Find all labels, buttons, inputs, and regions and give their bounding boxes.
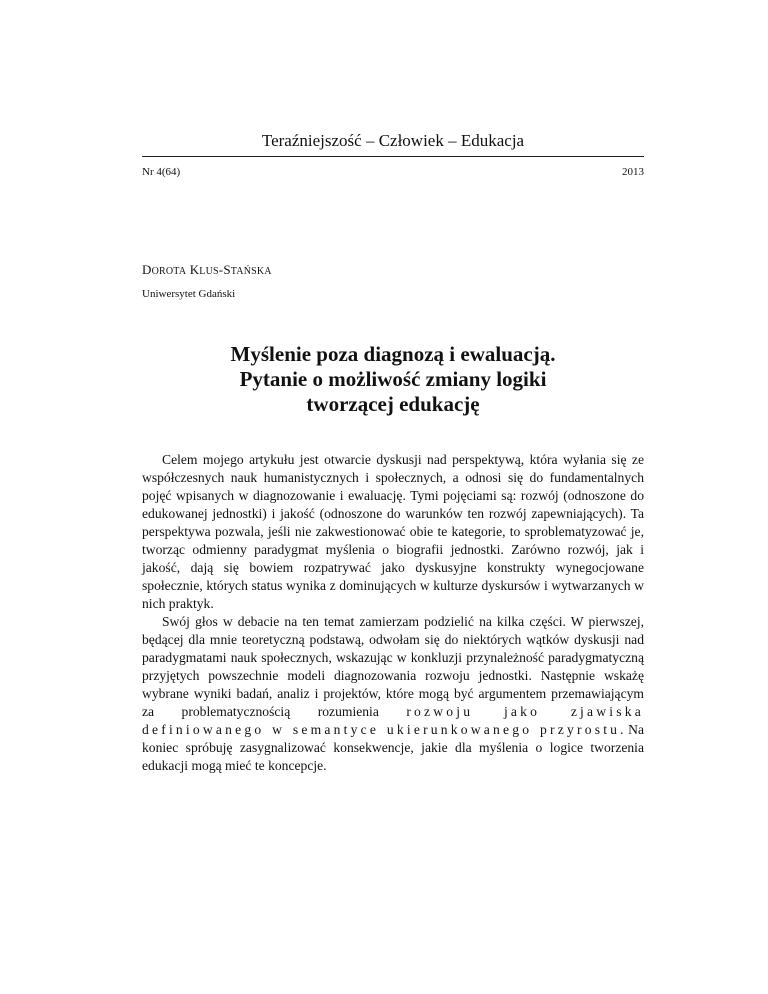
article-title-line: Myślenie poza diagnozą i ewaluacją. [230,342,556,366]
publication-year: 2013 [622,166,644,178]
author-last-sep: -S [218,262,231,277]
author-last-part1: LUS [199,266,219,277]
paragraph [142,613,644,775]
author-first-initial: D [142,262,152,277]
author-affiliation: Uniwersytet Gdański [142,288,236,300]
author-name [142,262,272,278]
article-body [142,451,644,775]
article-title-line: Pytanie o możliwość zmiany logiki [239,367,547,391]
emphasized-phrase: rozwoju jako zjawiska definiowanego w semantyce ukierunkowanego przyrostu [142,704,644,737]
article-title-line: tworzącej edukację [306,392,480,416]
header-divider [142,156,644,157]
author-first-rest: OROTA [151,266,187,277]
paragraph-text: Swój głos w debacie na ten temat zamierzam podzielić na kilka części. W pierwszej, będącej dla mnie teoretyczną podstawą, odwołam się do niektórych wątków dyskusji nad paradygmatami nauk społecznych, wskazując w konkluzji przynależność paradygmatyczną przyjętych powszechnie modeli diagnozowania rozwoju jednostki. Następnie wskażę wybrane wyniki badań, analiz i projektów, które mogą być argumentem przemawiającym za problematycznością rozumienia [142,614,644,719]
paragraph-text: . Na koniec spróbuję zasygnalizować konsekwencje, jakie dla myślenia o logice tworzenia edukacji mogą mieć te koncepcje. [142,722,644,773]
article-title [142,342,644,417]
issue-number: Nr 4(64) [142,166,181,178]
journal-title: Teraźniejszość – Człowiek – Edukacja [261,131,525,150]
author-last-initial: K [189,262,200,277]
paragraph: Celem mojego artykułu jest otwarcie dyskusji nad perspektywą, która wyłania się ze współczesnych nauk humanistycznych i społecznych, a odnosi się do fundamentalnych pojęć wpisanych w diagnozowanie i ewaluację. Tymi pojęciami są: rozwój (odnoszone do edukowanej jednostki) i jakość (odnoszone do warunków ten rozwój zapewniających). Ta perspektywa pozwala, jeśli nie zakwestionować obie te kategorie, to sproblematyzować je, tworząc odmienny paradygmat myślenia o biografii jednostki. Zarówno rozwój, jak i jakość, dają się bowiem rozpatrywać jako dyskusyjne konstrukty wynegocjowane społecznie, których status wynika z dominujących w kulturze dyskursów i wytwarzanych w nich praktyk. [142,452,644,611]
author-last-part2: TAŃSKA [230,266,272,277]
